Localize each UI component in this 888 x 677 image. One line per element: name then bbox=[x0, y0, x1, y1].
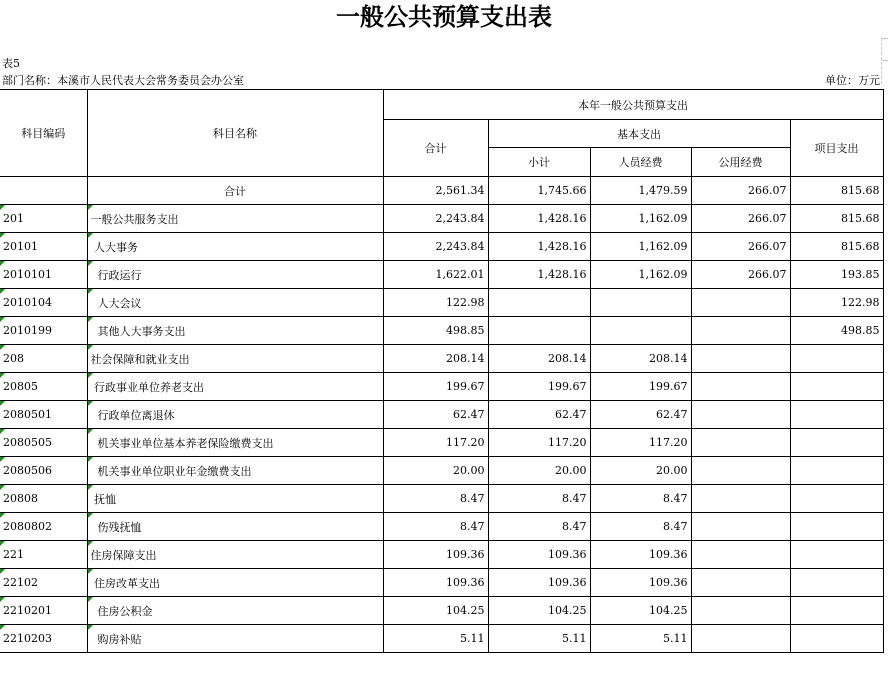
cell-total-text: 199.67 bbox=[446, 380, 485, 393]
header-subtotal: 小计 bbox=[488, 148, 590, 177]
cell-public bbox=[691, 513, 790, 541]
cell-marker-icon bbox=[88, 457, 93, 462]
cell-total bbox=[383, 429, 488, 457]
cell-marker-icon bbox=[88, 233, 93, 238]
cell-marker-icon bbox=[88, 401, 93, 406]
cell-name-text: 一般公共服务支出 bbox=[90, 212, 179, 226]
cell-name-text: 伤残抚恤 bbox=[90, 520, 142, 534]
cell-public bbox=[691, 289, 790, 317]
cell-personnel bbox=[590, 569, 691, 597]
cell-marker-icon bbox=[0, 429, 5, 434]
cell-name-text: 行政运行 bbox=[90, 268, 142, 282]
cell-public bbox=[691, 485, 790, 513]
cell-project bbox=[790, 289, 883, 317]
table-row bbox=[0, 597, 883, 625]
cell-project-text: 498.85 bbox=[841, 324, 880, 337]
cell-project bbox=[790, 233, 883, 261]
cell-public bbox=[691, 177, 790, 205]
cell-total bbox=[383, 233, 488, 261]
cell-code bbox=[0, 485, 87, 513]
cell-personnel-text: 1,162.09 bbox=[638, 268, 688, 281]
cell-code-text: 2010104 bbox=[3, 296, 52, 309]
cell-total bbox=[383, 205, 488, 233]
cell-personnel-text: 109.36 bbox=[649, 548, 688, 561]
column-guide-mark bbox=[882, 60, 888, 61]
cell-name bbox=[87, 233, 383, 261]
cell-code bbox=[0, 233, 87, 261]
cell-public bbox=[691, 569, 790, 597]
cell-total-text: 2,243.84 bbox=[435, 240, 485, 253]
cell-name bbox=[87, 541, 383, 569]
cell-total bbox=[383, 513, 488, 541]
unit-label: 单位：万元 bbox=[825, 74, 880, 87]
cell-code-text: 20101 bbox=[3, 240, 38, 253]
cell-code bbox=[0, 177, 87, 205]
cell-subtotal bbox=[488, 233, 590, 261]
cell-name bbox=[87, 205, 383, 233]
cell-code bbox=[0, 513, 87, 541]
cell-code-text: 20808 bbox=[3, 492, 38, 505]
cell-project-text: 122.98 bbox=[841, 296, 880, 309]
cell-code-text: 20805 bbox=[3, 380, 38, 393]
cell-subtotal bbox=[488, 597, 590, 625]
cell-name-text: 住房公积金 bbox=[90, 604, 153, 618]
cell-name bbox=[87, 485, 383, 513]
cell-marker-icon bbox=[88, 541, 93, 546]
cell-code bbox=[0, 205, 87, 233]
cell-marker-icon bbox=[88, 317, 93, 322]
header-project: 项目支出 bbox=[790, 120, 883, 177]
cell-subtotal bbox=[488, 513, 590, 541]
cell-marker-icon bbox=[0, 317, 5, 322]
header-basic: 基本支出 bbox=[488, 120, 790, 148]
cell-public-text: 266.07 bbox=[748, 240, 787, 253]
cell-total-text: 62.47 bbox=[453, 408, 485, 421]
cell-personnel bbox=[590, 625, 691, 653]
table-row bbox=[0, 289, 883, 317]
cell-subtotal-text: 1,428.16 bbox=[537, 212, 587, 225]
cell-name-text: 人大事务 bbox=[90, 240, 138, 254]
cell-code bbox=[0, 597, 87, 625]
cell-subtotal bbox=[488, 289, 590, 317]
cell-name bbox=[87, 513, 383, 541]
cell-public bbox=[691, 597, 790, 625]
cell-subtotal-text: 8.47 bbox=[562, 492, 587, 505]
cell-code-text: 2010101 bbox=[3, 268, 52, 281]
header-current-year: 本年一般公共预算支出 bbox=[383, 90, 883, 120]
cell-personnel-text: 199.67 bbox=[649, 380, 688, 393]
cell-marker-icon bbox=[88, 597, 93, 602]
cell-personnel-text: 1,162.09 bbox=[638, 240, 688, 253]
cell-subtotal-text: 1,745.66 bbox=[537, 184, 587, 197]
table-row bbox=[0, 345, 883, 373]
cell-total bbox=[383, 345, 488, 373]
column-guide-mark bbox=[882, 38, 888, 39]
cell-name-text: 购房补贴 bbox=[90, 632, 142, 646]
cell-project-text: 815.68 bbox=[841, 240, 880, 253]
table-row bbox=[0, 625, 883, 653]
cell-code-text: 22102 bbox=[3, 576, 38, 589]
cell-public bbox=[691, 233, 790, 261]
cell-public bbox=[691, 429, 790, 457]
table-row bbox=[0, 457, 883, 485]
cell-name bbox=[87, 625, 383, 653]
cell-public bbox=[691, 345, 790, 373]
cell-code-text: 208 bbox=[3, 352, 24, 365]
cell-public bbox=[691, 457, 790, 485]
cell-total-text: 8.47 bbox=[460, 520, 485, 533]
cell-subtotal bbox=[488, 261, 590, 289]
cell-subtotal bbox=[488, 345, 590, 373]
cell-marker-icon bbox=[88, 569, 93, 574]
cell-code-text: 201 bbox=[3, 212, 24, 225]
cell-personnel bbox=[590, 317, 691, 345]
cell-total-text: 5.11 bbox=[460, 632, 485, 645]
cell-total-text: 104.25 bbox=[446, 604, 485, 617]
cell-name bbox=[87, 597, 383, 625]
cell-name bbox=[87, 261, 383, 289]
table-row bbox=[0, 373, 883, 401]
cell-code bbox=[0, 429, 87, 457]
header-public: 公用经费 bbox=[691, 148, 790, 177]
cell-name-text: 其他人大事务支出 bbox=[90, 324, 186, 338]
cell-subtotal-text: 20.00 bbox=[555, 464, 587, 477]
cell-marker-icon bbox=[0, 373, 5, 378]
cell-project-text: 815.68 bbox=[841, 212, 880, 225]
cell-marker-icon bbox=[0, 569, 5, 574]
cell-personnel bbox=[590, 485, 691, 513]
cell-public bbox=[691, 317, 790, 345]
cell-personnel-text: 109.36 bbox=[649, 576, 688, 589]
cell-name-text: 社会保障和就业支出 bbox=[90, 352, 190, 366]
cell-subtotal bbox=[488, 457, 590, 485]
cell-marker-icon bbox=[0, 401, 5, 406]
cell-total-text: 122.98 bbox=[446, 296, 485, 309]
cell-total-text: 117.20 bbox=[446, 436, 485, 449]
cell-total bbox=[383, 177, 488, 205]
cell-personnel-text: 117.20 bbox=[649, 436, 688, 449]
cell-name bbox=[87, 569, 383, 597]
cell-total bbox=[383, 485, 488, 513]
cell-public bbox=[691, 205, 790, 233]
cell-total bbox=[383, 569, 488, 597]
cell-marker-icon bbox=[88, 513, 93, 518]
cell-marker-icon bbox=[88, 429, 93, 434]
cell-marker-icon bbox=[0, 205, 5, 210]
cell-name bbox=[87, 457, 383, 485]
cell-code-text: 2080506 bbox=[3, 464, 52, 477]
cell-public bbox=[691, 401, 790, 429]
table-row bbox=[0, 233, 883, 261]
cell-personnel bbox=[590, 401, 691, 429]
column-guide bbox=[881, 38, 882, 84]
cell-personnel bbox=[590, 345, 691, 373]
cell-subtotal bbox=[488, 485, 590, 513]
cell-project bbox=[790, 261, 883, 289]
cell-total-text: 2,243.84 bbox=[435, 212, 485, 225]
cell-marker-icon bbox=[0, 625, 5, 630]
cell-marker-icon bbox=[88, 261, 93, 266]
cell-total bbox=[383, 373, 488, 401]
cell-project bbox=[790, 513, 883, 541]
cell-marker-icon bbox=[0, 485, 5, 490]
cell-total-text: 208.14 bbox=[446, 352, 485, 365]
cell-name-text: 合计 bbox=[224, 184, 246, 198]
header-name: 科目名称 bbox=[87, 90, 383, 177]
page-title: 一般公共预算支出表 bbox=[336, 3, 552, 31]
cell-project bbox=[790, 345, 883, 373]
header-personnel: 人员经费 bbox=[590, 148, 691, 177]
cell-personnel-text: 8.47 bbox=[663, 492, 688, 505]
table-row bbox=[0, 569, 883, 597]
cell-code bbox=[0, 569, 87, 597]
cell-name bbox=[87, 401, 383, 429]
cell-public bbox=[691, 541, 790, 569]
table-number: 表5 bbox=[2, 57, 20, 70]
cell-subtotal bbox=[488, 317, 590, 345]
cell-personnel-text: 62.47 bbox=[656, 408, 688, 421]
cell-marker-icon bbox=[0, 513, 5, 518]
cell-personnel bbox=[590, 513, 691, 541]
cell-subtotal bbox=[488, 401, 590, 429]
cell-name bbox=[87, 317, 383, 345]
cell-total bbox=[383, 401, 488, 429]
cell-subtotal bbox=[488, 177, 590, 205]
cell-subtotal bbox=[488, 541, 590, 569]
cell-total bbox=[383, 541, 488, 569]
cell-project bbox=[790, 429, 883, 457]
cell-code bbox=[0, 289, 87, 317]
expenditure-table bbox=[0, 89, 884, 653]
cell-subtotal bbox=[488, 205, 590, 233]
cell-project bbox=[790, 177, 883, 205]
cell-project bbox=[790, 457, 883, 485]
cell-project bbox=[790, 569, 883, 597]
cell-name-text: 行政单位离退休 bbox=[90, 408, 175, 422]
cell-subtotal bbox=[488, 429, 590, 457]
table-row bbox=[0, 261, 883, 289]
cell-marker-icon bbox=[88, 289, 93, 294]
cell-name-text: 住房改革支出 bbox=[90, 576, 160, 590]
cell-public-text: 266.07 bbox=[748, 184, 787, 197]
cell-marker-icon bbox=[88, 625, 93, 630]
cell-personnel bbox=[590, 261, 691, 289]
cell-marker-icon bbox=[0, 541, 5, 546]
cell-subtotal-text: 8.47 bbox=[562, 520, 587, 533]
cell-name bbox=[87, 345, 383, 373]
cell-project bbox=[790, 205, 883, 233]
cell-public-text: 266.07 bbox=[748, 212, 787, 225]
cell-subtotal bbox=[488, 373, 590, 401]
table-row bbox=[0, 541, 883, 569]
cell-code bbox=[0, 541, 87, 569]
cell-name-text: 住房保障支出 bbox=[90, 548, 157, 562]
cell-personnel bbox=[590, 177, 691, 205]
cell-total bbox=[383, 597, 488, 625]
header-code: 科目编码 bbox=[0, 90, 87, 177]
cell-personnel-text: 104.25 bbox=[649, 604, 688, 617]
cell-public bbox=[691, 625, 790, 653]
cell-subtotal-text: 1,428.16 bbox=[537, 268, 587, 281]
cell-name-text: 行政事业单位养老支出 bbox=[90, 380, 204, 394]
header-total: 合计 bbox=[383, 120, 488, 177]
cell-total bbox=[383, 457, 488, 485]
cell-personnel-text: 5.11 bbox=[663, 632, 688, 645]
cell-public bbox=[691, 373, 790, 401]
table-row bbox=[0, 485, 883, 513]
cell-personnel bbox=[590, 373, 691, 401]
cell-marker-icon bbox=[88, 345, 93, 350]
cell-name-text: 机关事业单位职业年金缴费支出 bbox=[90, 464, 252, 478]
cell-subtotal-text: 104.25 bbox=[548, 604, 587, 617]
cell-subtotal bbox=[488, 625, 590, 653]
cell-total-text: 2,561.34 bbox=[435, 184, 485, 197]
cell-project-text: 193.85 bbox=[841, 268, 880, 281]
cell-marker-icon bbox=[0, 345, 5, 350]
cell-personnel bbox=[590, 597, 691, 625]
table-row bbox=[0, 177, 883, 205]
table-row bbox=[0, 317, 883, 345]
cell-total-text: 8.47 bbox=[460, 492, 485, 505]
cell-code bbox=[0, 457, 87, 485]
cell-name-text: 人大会议 bbox=[90, 296, 142, 310]
cell-personnel bbox=[590, 541, 691, 569]
cell-project bbox=[790, 597, 883, 625]
cell-marker-icon bbox=[0, 289, 5, 294]
cell-subtotal-text: 199.67 bbox=[548, 380, 587, 393]
cell-subtotal-text: 208.14 bbox=[548, 352, 587, 365]
cell-project bbox=[790, 317, 883, 345]
cell-total bbox=[383, 289, 488, 317]
cell-personnel-text: 1,479.59 bbox=[638, 184, 688, 197]
cell-marker-icon bbox=[0, 597, 5, 602]
cell-total-text: 109.36 bbox=[446, 576, 485, 589]
cell-personnel-text: 20.00 bbox=[656, 464, 688, 477]
cell-project bbox=[790, 373, 883, 401]
cell-total bbox=[383, 317, 488, 345]
cell-personnel bbox=[590, 205, 691, 233]
cell-code bbox=[0, 317, 87, 345]
cell-personnel bbox=[590, 457, 691, 485]
table-row bbox=[0, 429, 883, 457]
cell-public-text: 266.07 bbox=[748, 268, 787, 281]
cell-subtotal-text: 109.36 bbox=[548, 576, 587, 589]
cell-subtotal-text: 62.47 bbox=[555, 408, 587, 421]
cell-code bbox=[0, 373, 87, 401]
cell-marker-icon bbox=[0, 261, 5, 266]
cell-subtotal-text: 117.20 bbox=[548, 436, 587, 449]
cell-personnel bbox=[590, 233, 691, 261]
cell-name bbox=[87, 429, 383, 457]
cell-project bbox=[790, 401, 883, 429]
cell-code-text: 2080501 bbox=[3, 408, 52, 421]
cell-project bbox=[790, 485, 883, 513]
cell-code bbox=[0, 401, 87, 429]
cell-personnel bbox=[590, 429, 691, 457]
cell-code bbox=[0, 625, 87, 653]
cell-total bbox=[383, 261, 488, 289]
cell-name bbox=[87, 373, 383, 401]
cell-marker-icon bbox=[88, 485, 93, 490]
cell-code-text: 2210201 bbox=[3, 604, 52, 617]
cell-code-text: 2010199 bbox=[3, 324, 52, 337]
cell-personnel bbox=[590, 289, 691, 317]
cell-code-text: 2080802 bbox=[3, 520, 52, 533]
cell-subtotal bbox=[488, 569, 590, 597]
cell-total bbox=[383, 625, 488, 653]
cell-project-text: 815.68 bbox=[841, 184, 880, 197]
cell-marker-icon bbox=[88, 205, 93, 210]
cell-total-text: 498.85 bbox=[446, 324, 485, 337]
cell-code-text: 221 bbox=[3, 548, 24, 561]
cell-project bbox=[790, 625, 883, 653]
table-row bbox=[0, 205, 883, 233]
cell-subtotal-text: 109.36 bbox=[548, 548, 587, 561]
cell-marker-icon bbox=[88, 373, 93, 378]
cell-total-text: 109.36 bbox=[446, 548, 485, 561]
department-name: 部门名称：本溪市人民代表大会常务委员会办公室 bbox=[2, 74, 244, 87]
cell-name bbox=[87, 289, 383, 317]
cell-personnel-text: 8.47 bbox=[663, 520, 688, 533]
table-row bbox=[0, 401, 883, 429]
cell-subtotal-text: 1,428.16 bbox=[537, 240, 587, 253]
cell-name-text: 机关事业单位基本养老保险缴费支出 bbox=[90, 436, 274, 450]
cell-code bbox=[0, 261, 87, 289]
cell-marker-icon bbox=[0, 233, 5, 238]
table-row bbox=[0, 513, 883, 541]
cell-public bbox=[691, 261, 790, 289]
cell-marker-icon bbox=[0, 457, 5, 462]
cell-code-text: 2080505 bbox=[3, 436, 52, 449]
cell-name bbox=[87, 177, 383, 205]
cell-project bbox=[790, 541, 883, 569]
cell-subtotal-text: 5.11 bbox=[562, 632, 587, 645]
cell-total-text: 1,622.01 bbox=[435, 268, 485, 281]
cell-code bbox=[0, 345, 87, 373]
cell-code-text: 2210203 bbox=[3, 632, 52, 645]
cell-personnel-text: 208.14 bbox=[649, 352, 688, 365]
cell-total-text: 20.00 bbox=[453, 464, 485, 477]
cell-personnel-text: 1,162.09 bbox=[638, 212, 688, 225]
cell-name-text: 抚恤 bbox=[90, 492, 116, 506]
